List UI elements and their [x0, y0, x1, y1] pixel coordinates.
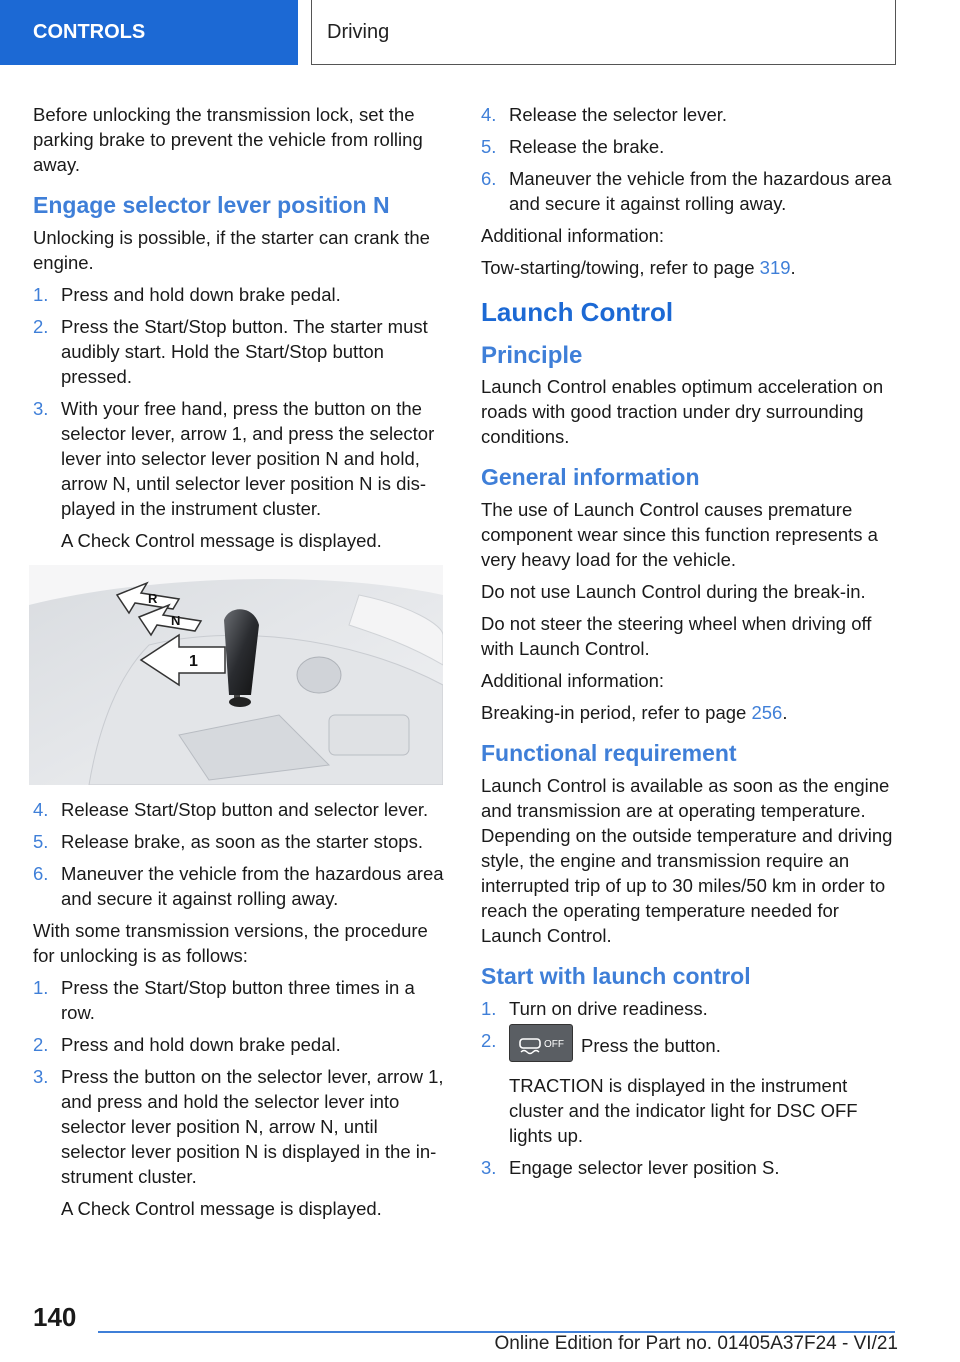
selector-lever-illustration — [29, 565, 443, 785]
steps-list-d — [481, 102, 897, 216]
steps-list-b — [33, 797, 445, 911]
list-item: 5. Release brake, as soon as the starter stops. — [33, 831, 423, 852]
left-column — [33, 102, 445, 1228]
page-link-319[interactable]: 319 — [759, 257, 791, 278]
list-item: 2. OFF Press the button. TRACTION is displayed in the instrument cluster and the indicator light for DSC OFF lights up. — [481, 1028, 897, 1148]
list-item: 1. Press and hold down brake pedal. — [33, 284, 341, 305]
general-paragraph-3: Do not steer the steering wheel when driving off with Launch Control. — [481, 613, 872, 659]
heading-functional-requirement: Functional requirement — [481, 740, 737, 766]
list-item: 2. Press the Start/Stop button. The starter must audibly start. Hold the Start/Stop button pressed. — [33, 316, 428, 387]
heading-general-information: General information — [481, 464, 700, 490]
engage-paragraph: Unlocking is possible, if the starter can crank the engine. — [33, 227, 430, 273]
list-item: 4. Release Start/Stop button and selector lever. — [33, 799, 429, 820]
list-item: 3. With your free hand, press the button on the selector lever, arrow 1, and press the selector lever into selector lever position N and hold, arrow N, until selector lever position N is displayed in the instrument cluster. A Check Control message is displayed. — [33, 398, 435, 551]
breakin-reference: Breaking-in period, refer to page 256. — [481, 702, 788, 723]
functional-paragraph: Launch Control is available as soon as the engine and transmission are at operating temperature. Depending on the outside temperature and driving style, the engine and transmission require an interrupted trip of up to 30 miles/50 km in order to reach the operating temperature needed for Launch Control. — [481, 775, 893, 946]
list-item: 5. Release the brake. — [481, 136, 665, 157]
chapter-tab — [311, 0, 896, 65]
list-item: 1. Press the Start/Stop button three times in a row. — [33, 977, 415, 1023]
dsc-off-label: OFF — [544, 1039, 564, 1050]
heading-principle: Principle — [481, 342, 583, 369]
tow-reference: Tow-starting/towing, refer to page 319. — [481, 257, 796, 278]
page-number: 140 — [33, 1302, 77, 1332]
steps-list-c — [33, 975, 445, 1221]
list-item: 2. Press and hold down brake pedal. — [33, 1034, 341, 1055]
list-item: 4. Release the selector lever. — [481, 104, 728, 125]
heading-engage: Engage selector lever position N — [33, 192, 390, 218]
heading-start-launch-control: Start with launch control — [481, 963, 751, 989]
general-paragraph-2: Do not use Launch Control during the break-in. — [481, 581, 866, 602]
list-item: 6. Maneuver the vehicle from the hazardous area and secure it against rolling away. — [481, 168, 892, 214]
section-tab — [0, 0, 298, 65]
label-r: R — [148, 591, 158, 606]
footer-edition: Online Edition for Part no. 01405A37F24 - VI/21 — [494, 1333, 898, 1354]
right-column — [481, 102, 897, 1187]
additional-info-label-2: Additional information: — [481, 670, 665, 691]
list-item: 3. Engage selector lever position S. — [481, 1157, 780, 1178]
label-1: 1 — [189, 653, 198, 670]
versions-paragraph: With some transmission versions, the procedure for unlocking is as follows: — [33, 920, 428, 966]
list-item: 1. Turn on drive readiness. — [481, 998, 708, 1019]
steps-list-start — [481, 996, 897, 1180]
selector-lever-figure — [29, 565, 443, 785]
page-link-256[interactable]: 256 — [751, 702, 783, 723]
general-paragraph-1: The use of Launch Control causes premature component wear since this function represents a very heavy load for the vehicle. — [481, 499, 878, 570]
section-title: CONTROLS — [33, 21, 146, 43]
intro-paragraph: Before unlocking the transmission lock, set the parking brake to prevent the vehicle from rolling away. — [33, 104, 423, 175]
label-n: N — [171, 613, 181, 628]
additional-info-label: Additional information: — [481, 225, 665, 246]
list-item: 6. Maneuver the vehicle from the hazardous area and secure it against rolling away. — [33, 863, 444, 909]
chapter-title: Driving — [327, 20, 390, 43]
dsc-off-button-icon — [509, 1024, 573, 1062]
steps-list-a — [33, 282, 445, 553]
list-item: 3. Press the button on the selector lever, arrow 1, and press and hold the selector lever into selector lever position N, arrow N, until selector lever position N is displayed in the instrument cluster. A Check Control message is displayed. — [33, 1066, 444, 1219]
heading-launch-control: Launch Control — [481, 297, 674, 327]
principle-paragraph: Launch Control enables optimum acceleration on roads with good traction under dry surrounding conditions. — [481, 376, 884, 447]
